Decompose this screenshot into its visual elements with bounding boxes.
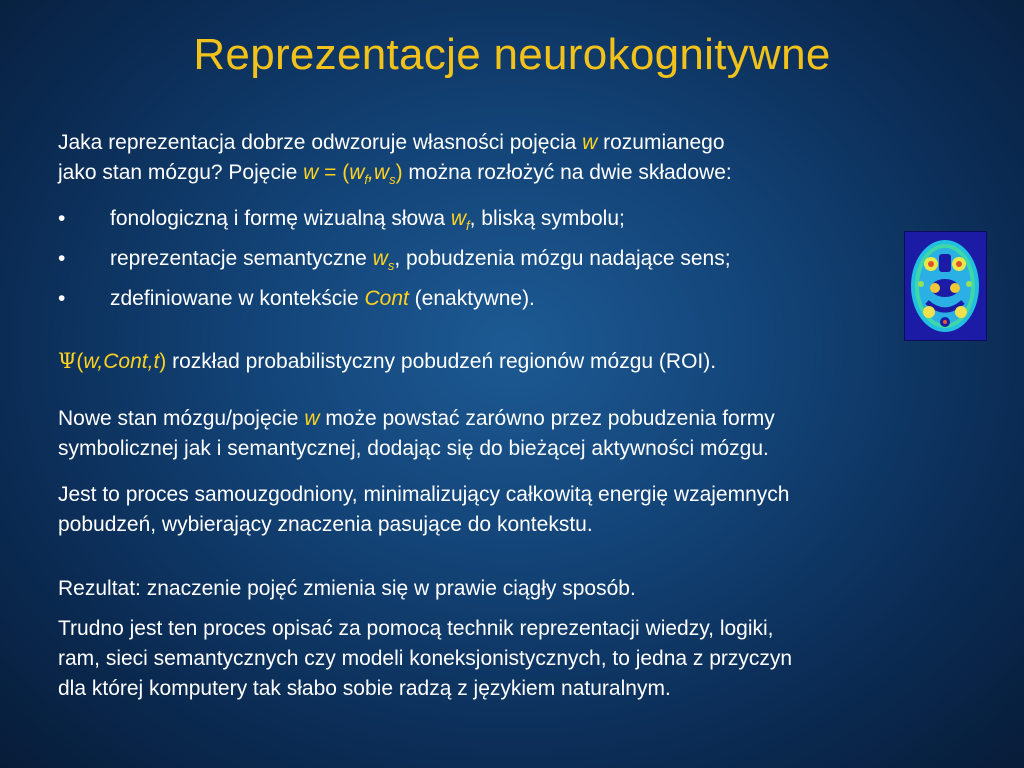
psi-rest: rozkład probabilistyczny pobudzeń regionów mózgu (ROI). <box>166 350 717 373</box>
p1-var-w: w <box>304 407 320 430</box>
bullet-var: Cont <box>364 287 409 310</box>
bullet-symbol: • <box>58 207 66 230</box>
intro-text-2: rozumianego <box>597 131 725 154</box>
p1-text-2: może powstać zarówno przez pobudzenia formy <box>319 407 775 430</box>
psi-args: w,Cont,t <box>83 350 160 373</box>
bullet-item <box>58 204 898 234</box>
paragraph-result: Rezultat: znaczenie pojęć zmienia się w prawie ciągły sposób. <box>58 577 636 600</box>
bullet-sub: s <box>387 258 395 274</box>
p4-line-2: ram, sieci semantycznych czy modeli koneksjonistycznych, to jedna z przyczyn <box>58 647 793 670</box>
eq-w: w <box>303 161 319 184</box>
eq-comma: , <box>368 161 374 184</box>
bullet-item <box>58 284 898 314</box>
p4-line-3: dla której komputery tak słabo sobie radzą z językiem naturalnym. <box>58 677 671 700</box>
bullet-symbol: • <box>58 247 66 270</box>
bullet-text: reprezentacje semantyczne <box>110 247 373 270</box>
slide-title: Reprezentacje neurokognitywne <box>193 30 831 79</box>
bullet-rest: , pobudzenia mózgu nadające sens; <box>394 247 731 270</box>
bullet-var: w <box>372 247 388 270</box>
p1-text-3: symbolicznej jak i semantycznej, dodając się do bieżącej aktywności mózgu. <box>58 437 769 460</box>
bullet-text: fonologiczną i formę wizualną słowa <box>110 207 451 230</box>
intro-paragraph <box>58 128 888 188</box>
psi-line <box>58 346 958 377</box>
paragraph-new-state <box>58 404 988 464</box>
psi-close: ) <box>159 350 167 373</box>
psi-symbol: Ψ <box>58 349 77 373</box>
intro-text-4: można rozłożyć na dwie składowe: <box>402 161 732 184</box>
intro-var-w: w <box>582 131 598 154</box>
bullet-var: w <box>450 207 467 230</box>
paragraph-difficulty <box>58 614 988 704</box>
eq-sub-s: s <box>389 172 396 188</box>
eq-ws: w <box>373 161 390 184</box>
p2-line-2: pobudzeń, wybierający znaczenia pasujące do kontekstu. <box>58 513 593 536</box>
p1-text-1: Nowe stan mózgu/pojęcie <box>58 407 305 430</box>
paragraph-self-consistent <box>58 480 988 540</box>
bullet-symbol: • <box>58 287 66 310</box>
bullet-rest: , bliską symbolu; <box>469 207 625 230</box>
bullet-sub: f <box>466 218 470 234</box>
intro-text-3: jako stan mózgu? Pojęcie <box>58 161 304 184</box>
psi-open: ( <box>76 350 84 373</box>
bullet-text: zdefiniowane w kontekście <box>110 287 365 310</box>
bullet-item <box>58 244 898 274</box>
eq-sub-f: f <box>364 172 369 188</box>
eq-wf: w <box>349 161 365 184</box>
intro-text-1: Jaka reprezentacja dobrze odwzoruje własności pojęcia <box>58 131 583 154</box>
eq-close: ) <box>395 161 403 184</box>
brain-scan-icon <box>904 231 987 341</box>
bullet-rest: (enaktywne). <box>408 287 535 310</box>
p4-line-1: Trudno jest ten proces opisać za pomocą technik reprezentacji wiedzy, logiki, <box>58 617 774 640</box>
p2-line-1: Jest to proces samouzgodniony, minimalizujący całkowitą energię wzajemnych <box>58 483 790 506</box>
eq-mid: = ( <box>318 161 350 184</box>
